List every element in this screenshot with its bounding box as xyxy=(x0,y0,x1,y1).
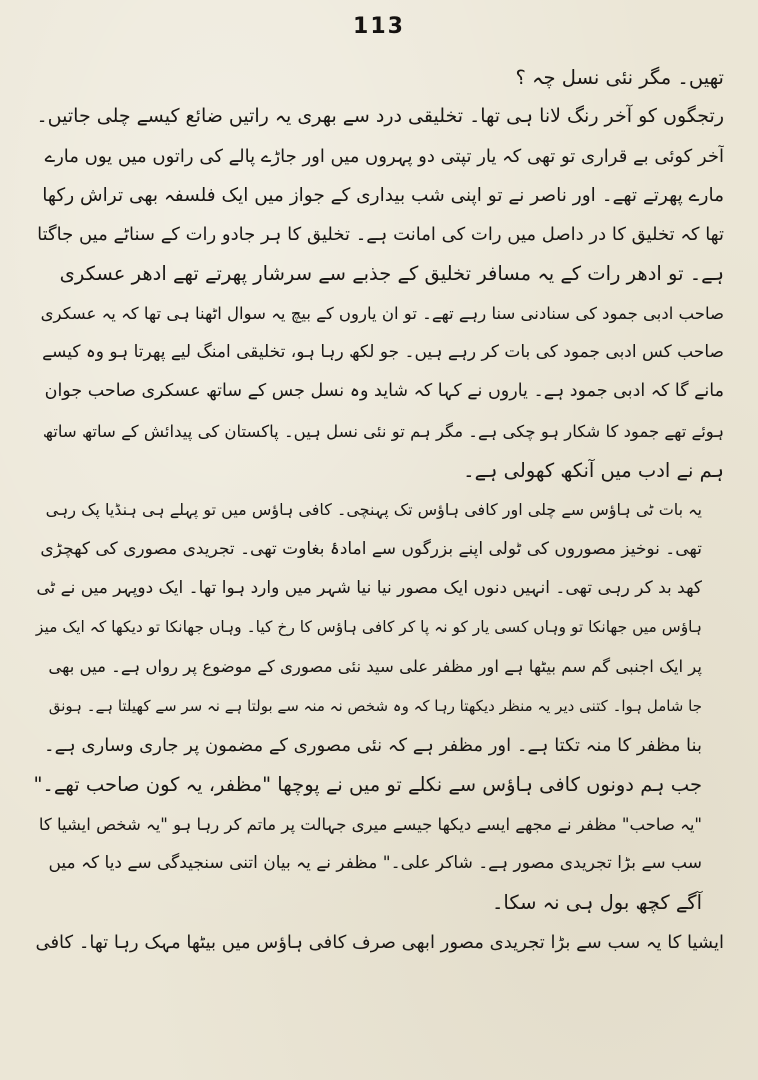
text-line: جب ہم دونوں کافی ہاؤس سے نکلے تو میں نے پوچھا "مظفر، یہ کون صاحب تھے۔" xyxy=(33,773,702,797)
text-line: "یہ صاحب" مظفر نے مجھے ایسے دیکھا جیسے میری جہالت پر ماتم کر رہا ہو "یہ شخص ایشیا کا xyxy=(38,814,702,834)
text-line: تھیں۔ مگر نئی نسل چہ ؟ xyxy=(515,66,724,89)
text-line: تھی۔ نوخیز مصوروں کی ٹولی اپنے بزرگوں سے امادۂ بغاوت تھی۔ تجریدی مصوری کی کھچڑی xyxy=(40,538,702,559)
text-line: ایشیا کا یہ سب سے بڑا تجریدی مصور ابھی صرف کافی ہاؤس میں بیٹھا مہک رہا تھا۔ کافی xyxy=(35,931,724,953)
paragraph-1 xyxy=(32,58,724,490)
paragraph-4 xyxy=(32,805,724,923)
text-line: مانے گا کہ ادبی جمود ہے۔ یاروں نے کہا کہ شاید وہ نسل جس کے ساتھ عسکری صاحب جوان xyxy=(44,381,724,402)
text-line: یہ بات ٹی ہاؤس سے چلی اور کافی ہاؤس تک پہنچی۔ کافی ہاؤس میں تو پہلے ہی ہنڈیا پک رہی xyxy=(45,500,702,520)
text-line: صاحب ادبی جمود کی سنادنی سنا رہے تھے۔ تو ان یاروں کے بیچ یہ سوال اٹھنا ہی تھا کہ یہ عسکری xyxy=(40,303,724,323)
text-line: سب سے بڑا تجریدی مصور ہے۔ شاکر علی۔" مظفر نے یہ بیان اتنی سنجیدگی سے دیا کہ میں xyxy=(48,852,702,873)
paragraph-3 xyxy=(32,765,724,804)
paragraph-2 xyxy=(32,490,724,765)
text-line: رتجگوں کو آخر رنگ لانا ہی تھا۔ تخلیقی درد سے بھری یہ راتیں ضائع کیسے چلی جاتیں۔ xyxy=(36,105,724,128)
text-line: آگے کچھ بول ہی نہ سکا۔ xyxy=(492,891,702,915)
text-line: کھد بد کر رہی تھی۔ انہیں دنوں ایک مصور نیا نیا شہر میں وارد ہوا تھا۔ ایک دوپہر میں نے ٹی xyxy=(36,577,702,598)
text-line: ہے۔ تو ادھر رات کے یہ مسافر تخلیق کے جذبے سے سرشار پھرتے تھے ادھر عسکری xyxy=(59,262,724,286)
paragraph-5 xyxy=(32,923,724,962)
text-line: ہم نے ادب میں آنکھ کھولی ہے۔ xyxy=(463,458,724,482)
text-line: بنا مظفر کا منہ تکتا ہے۔ اور مظفر ہے کہ نئی مصوری کے مضمون پر جاری وساری ہے۔ xyxy=(44,735,702,757)
text-line: صاحب کس ادبی جمود کی بات کر رہے ہیں۔ جو لکھ رہا ہو، تخلیقی امنگ لیے پھرتا ہو وہ کیسے xyxy=(42,342,724,363)
text-line: مارے پھرتے تھے۔ اور ناصر نے تو اپنی شب بیداری کے جواز میں ایک فلسفہ بھی تراش رکھا xyxy=(42,184,724,206)
text-line: ہاؤس میں جھانکا تو وہاں کسی یار کو نہ پا کر کافی ہاؤس کا رخ کیا۔ وہاں جھانکا تو دیکھا کہ ایک میز xyxy=(35,618,702,637)
text-line: ہوئے تھے جمود کا شکار ہو چکی ہے۔ مگر ہم تو نئی نسل ہیں۔ پاکستان کی پیدائش کے ساتھ ساتھ xyxy=(42,421,724,441)
text-line: آخر کوئی بے قراری تو تھی کہ یار تپتی دو پہروں میں اور جاڑے پالے کی راتوں میں یوں مارے xyxy=(44,145,724,167)
text-line: پر ایک اجنبی گم سم بیٹھا ہے اور مظفر علی سید نئی مصوری کے موضوع پر رواں ہے۔ میں بھی xyxy=(48,657,702,677)
page-number: 113 xyxy=(353,14,405,39)
text-line: جا شامل ہوا۔ کتنی دیر یہ منظر دیکھتا رہا کہ وہ شخص نہ منہ سے بولتا ہے نہ سر سے کھیلتا ہے۔ ہونق xyxy=(48,696,702,715)
text-line: تھا کہ تخلیق کا در داصل میں رات کی امانت ہے۔ تخلیق کا ہر جادو رات کے سناٹے میں جاگتا xyxy=(37,224,724,246)
body-text xyxy=(32,58,724,962)
